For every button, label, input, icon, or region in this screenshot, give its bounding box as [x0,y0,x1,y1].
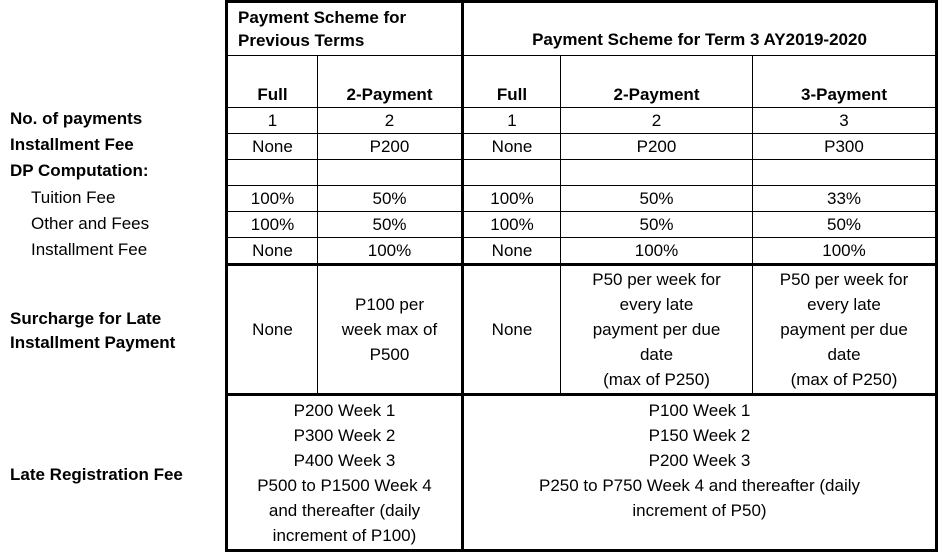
cell-dp-blank-1 [318,160,463,186]
col-prev-full: Full [227,56,318,108]
surcharge-prev-two-line: P100 per [355,295,424,314]
label-tuition-fee: Tuition Fee [31,188,116,207]
cell-tuition-0: 100% [227,186,318,212]
surcharge-term-three-line: P50 per week for [779,270,909,289]
cell-no-payments-3: 2 [561,108,753,134]
cell-dp-installment-1: 100% [318,238,463,265]
cell-no-payments-1: 2 [318,108,463,134]
surcharge-term-two-line: (max of P250) [603,370,710,389]
surcharge-term-two-line: payment per due [592,320,721,339]
late-reg-prev-line: P300 Week 2 [293,425,396,445]
surcharge-term-three-line: payment per due [780,320,908,339]
cell-installment-fee-1: P200 [318,134,463,160]
cell-dp-installment-3: 100% [561,238,753,265]
cell-dp-installment-2: None [463,238,561,265]
cell-surcharge-term-two [561,265,753,395]
label-late-registration: Late Registration Fee [10,465,183,484]
cell-dp-blank-4 [753,160,937,186]
label-installment-fee: Installment Fee [10,135,134,154]
late-reg-term-line: P100 Week 1 [648,401,751,420]
payment-scheme-table [225,0,938,552]
surcharge-term-three-line: date [827,345,861,364]
label-surcharge-line2: Installment Payment [10,333,176,352]
cell-late-reg-term3 [463,395,937,551]
cell-installment-fee-4: P300 [753,134,937,160]
late-reg-term-line: P200 Week 3 [648,451,751,470]
cell-dp-blank-2 [463,160,561,186]
cell-no-payments-4: 3 [753,108,937,134]
header-previous-line2: Previous Terms [238,31,365,50]
cell-surcharge-prev-two [318,265,463,395]
cell-late-reg-previous [227,395,463,551]
cell-dp-blank-3 [561,160,753,186]
late-reg-prev-line: P200 Week 1 [293,400,396,420]
cell-dp-installment-4: 100% [753,238,937,265]
cell-installment-fee-2: None [463,134,561,160]
cell-tuition-1: 50% [318,186,463,212]
cell-dp-installment-0: None [227,238,318,265]
label-no-payments: No. of payments [10,109,143,128]
surcharge-prev-two-line: week max of [341,320,438,339]
late-reg-prev-line: P400 Week 3 [293,450,396,470]
label-surcharge-line1: Surcharge for Late [10,309,162,328]
late-reg-prev-line: increment of P100) [272,525,417,545]
cell-surcharge-prev-full: None [227,265,318,395]
surcharge-term-two-line: every late [619,295,694,314]
col-term-3-payment: 3-Payment [753,56,937,108]
cell-tuition-4: 33% [753,186,937,212]
cell-surcharge-term-full: None [463,265,561,395]
cell-other-fees-3: 50% [561,212,753,238]
surcharge-prev-two-line: P500 [369,345,410,364]
cell-no-payments-2: 1 [463,108,561,134]
surcharge-term-two-line: P50 per week for [592,270,721,289]
cell-surcharge-term-three [753,265,937,395]
surcharge-term-three-line: every late [807,295,881,314]
surcharge-term-three-line: (max of P250) [790,370,898,389]
surcharge-term-two-line: date [639,345,674,364]
label-dp-computation: DP Computation: [10,161,149,180]
header-term3: Payment Scheme for Term 3 AY2019-2020 [463,2,937,56]
cell-other-fees-0: 100% [227,212,318,238]
col-term-2-payment: 2-Payment [561,56,753,108]
late-reg-prev-line: P500 to P1500 Week 4 [257,475,432,495]
late-reg-term-line: P250 to P750 Week 4 and thereafter (daily [539,476,860,495]
col-term-full: Full [463,56,561,108]
late-reg-term-line: P150 Week 2 [648,426,751,445]
cell-dp-blank-0 [227,160,318,186]
header-previous-terms [227,2,463,56]
label-other-fees: Other and Fees [31,214,150,233]
col-prev-2-payment: 2-Payment [318,56,463,108]
late-reg-term-line: increment of P50) [632,501,767,520]
cell-other-fees-4: 50% [753,212,937,238]
cell-other-fees-1: 50% [318,212,463,238]
cell-installment-fee-3: P200 [561,134,753,160]
cell-no-payments-0: 1 [227,108,318,134]
cell-other-fees-2: 100% [463,212,561,238]
label-dp-installment-fee: Installment Fee [31,240,148,259]
cell-tuition-3: 50% [561,186,753,212]
header-previous-line1: Payment Scheme for [238,8,407,27]
late-reg-prev-line: and thereafter (daily [268,500,421,520]
cell-tuition-2: 100% [463,186,561,212]
cell-installment-fee-0: None [227,134,318,160]
